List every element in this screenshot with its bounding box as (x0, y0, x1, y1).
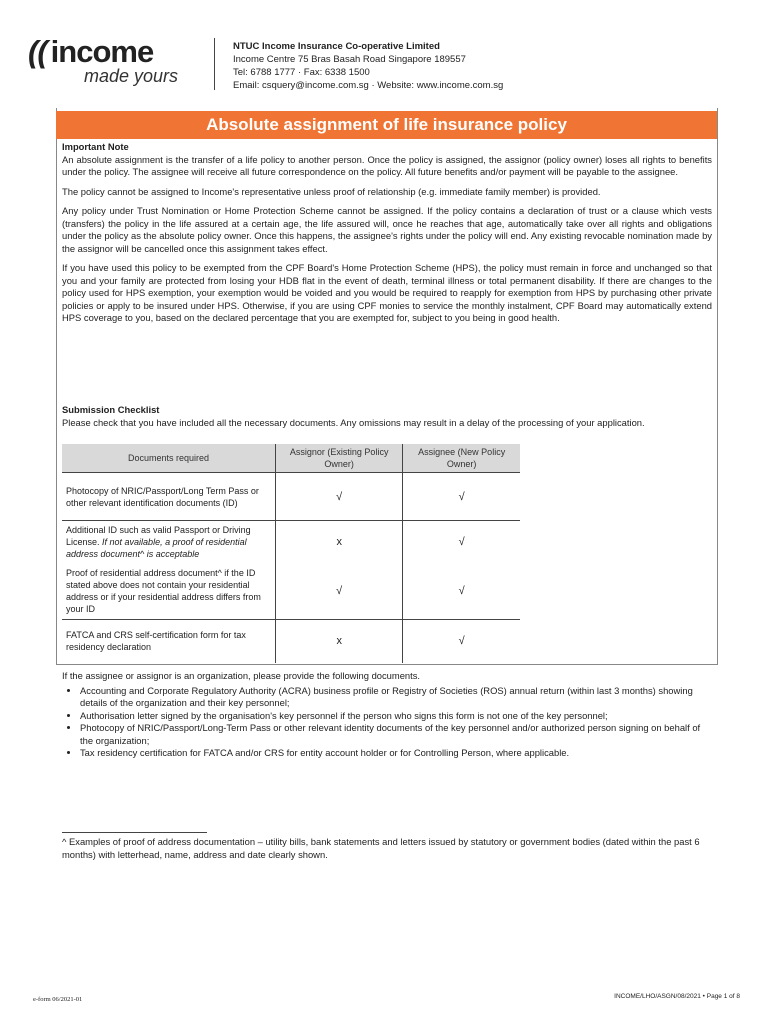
table-row (62, 521, 520, 564)
paragraph: If you have used this policy to be exempted from the CPF Board's Home Protection Scheme (HPS), the policy must remain in force and unchanged so that you and your family are protected from losing your HDB flat in the event of death, terminal illness or total permanent disability. If there are changes to the policy used for HPS exemption, your exemption would be voided and you would be required to reapply for exemption from HPS by purchasing other private policies or apply to be insured under HPS. Otherwise, if you are using CPF monies to service the monthly instalment, CPF Board may automatically extend HPS coverage to you, based on the declared percentage that you are exempted for, subject to you being in good health. (62, 262, 712, 323)
company-phone: Tel: 6788 1777 · Fax: 6338 1500 (233, 67, 370, 78)
document-cell (62, 521, 276, 564)
company-address: Income Centre 75 Bras Basah Road Singapore 189557 (233, 54, 466, 65)
paragraph: The policy cannot be assigned to Income's representative unless proof of relationship (e.g. immediate family member) is provided. (62, 185, 601, 197)
organisation-requirements (62, 670, 712, 760)
page-reference: INCOME/LHO/ASGN/08/2021 • Page 1 of 8 (614, 993, 740, 1000)
assignor-cell: √ (276, 473, 403, 521)
assignee-cell: √ (403, 619, 520, 663)
documents-table (62, 444, 520, 663)
list-item: • Authorisation letter signed by the organisation's key personnel if the person who signs this form is not one of the key personnel; (80, 710, 712, 723)
document-note: If not available, a proof of residential address document^ is acceptable (66, 537, 247, 559)
company-name: NTUC Income Insurance Co-operative Limited (233, 41, 440, 52)
assignee-cell: √ (458, 584, 465, 597)
assignee-cell: √ (403, 521, 520, 564)
assignee-cell: √ (403, 473, 520, 521)
table-row (62, 473, 520, 521)
page-title: Absolute assignment of life insurance policy (56, 111, 717, 139)
footnote: ^ Examples of proof of address documentation – utility bills, bank statements and letters issued by statutory or government bodies (dated within the past 6 months) with letterhead, name, address and date clearly shown. (62, 836, 700, 860)
paragraph: An absolute assignment is the transfer of a life policy to another person. Once the policy is assigned, the assignor (policy owner) loses all rights to benefits under the policy. The assignee will receive all future correspondence on the policy. All future benefits and/or payment will be payable to the assignee. (62, 153, 712, 177)
checklist-heading: Submission Checklist (62, 404, 160, 415)
organisation-intro: If the assignee or assignor is an organization, please provide the following documents. (62, 670, 421, 681)
list-item: • Accounting and Corporate Regulatory Authority (ACRA) business profile or Registry of Societies (ROS) annual return (within last 3 months) showing details of the organization and their key personnel; (80, 685, 712, 710)
column-header: Assignor (Existing Policy Owner) (276, 444, 403, 473)
company-info (233, 40, 503, 92)
document-cell: Proof of residential address document^ if the ID stated above does not contain your residential address or if your residential address differs from your ID (62, 563, 276, 619)
document-cell: Photocopy of NRIC/Passport/Long Term Pass or other relevant identification documents (ID) (62, 473, 276, 521)
logo-brand: income (50, 34, 154, 69)
list-item: • Photocopy of NRIC/Passport/Long-Term Pass or other relevant identity documents of the key personnel and/or authorized person signing on behalf of the organization; (80, 722, 712, 747)
form-version: e-form 06/2021-01 (33, 996, 83, 1003)
submission-checklist (62, 404, 702, 429)
table-row (62, 619, 520, 663)
footnote-divider (62, 832, 207, 833)
list-item: • Tax residency certification for FATCA and/or CRS for entity account holder or for Controlling Person, where applicable. (80, 747, 712, 760)
assignor-cell: x (276, 521, 403, 564)
table-row (62, 563, 520, 619)
company-email: Email: csquery@income.com.sg · Website: www.income.com.sg (233, 80, 504, 91)
important-heading: Important Note (62, 141, 129, 152)
assignor-cell: √ (276, 563, 403, 619)
header-divider (214, 38, 215, 90)
checklist-intro: Please check that you have included all the necessary documents. Any omissions may result in a delay of the processing of your application. (62, 416, 645, 428)
important-note (62, 141, 712, 332)
income-logo (28, 36, 178, 87)
table-header (62, 444, 520, 473)
paragraph: Any policy under Trust Nomination or Home Protection Scheme cannot be assigned. If the policy contains a declaration of trust or a clause which vests (transfers) the policy in the life assured at a certain age, the life assured will, once he reaches that age, automatically take over all rights and obligations under the policy as the absolute policy owner. Once this happens, the assignee's rights under the policy will end. Any existing revocable nomination made by the assignor will be cancelled once this assignment takes effect. (62, 205, 712, 254)
column-header: Assignee (New Policy Owner) (403, 444, 520, 473)
document-text: Additional ID such as valid Passport or Driving License. (66, 525, 251, 547)
logo-mark: (( (28, 34, 47, 69)
logo-tagline: made yours (84, 66, 179, 86)
assignor-cell: x (276, 619, 403, 663)
document-cell: FATCA and CRS self-certification form for tax residency declaration (62, 619, 276, 663)
column-header: Documents required (62, 444, 276, 473)
